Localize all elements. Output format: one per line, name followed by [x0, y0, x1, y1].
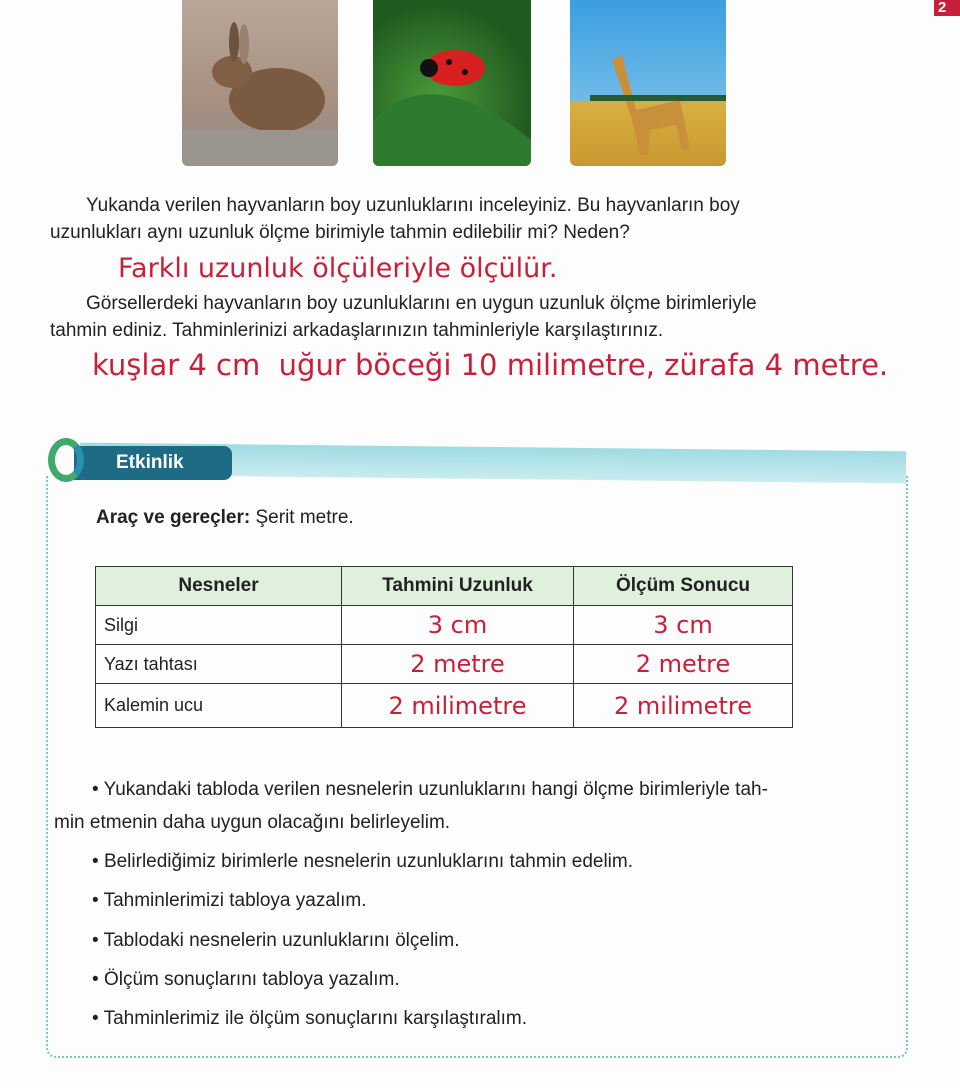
- bullet-text: Belirlediğimiz birimlerle nesnelerin uzunluklarını tahmin edelim.: [103, 851, 633, 872]
- object-cell: Kalemin ucu: [96, 684, 342, 728]
- bullet-item: • Tahminlerimizi tabloya yazalım.: [92, 890, 367, 911]
- materials-label: Araç ve gereçler:: [96, 507, 251, 528]
- rabbit-image: [182, 0, 338, 166]
- bullet-item: • Belirlediğimiz birimlerle nesnelerin uzunluklarını tahmin edelim.: [92, 851, 633, 872]
- header-objects: Nesneler: [96, 567, 342, 606]
- bullet-text: Tahminlerimizi tabloya yazalım.: [103, 890, 367, 911]
- header-result: Ölçüm Sonucu: [574, 567, 793, 606]
- page-number: 2: [934, 0, 960, 16]
- answer-1: Farklı uzunluk ölçüleriyle ölçülür.: [118, 253, 558, 284]
- result-cell: 3 cm: [574, 606, 793, 645]
- bullet-text: Ölçüm sonuçlarını tabloya yazalım.: [103, 969, 400, 990]
- giraffe-image: [570, 0, 726, 166]
- table-row: [96, 606, 793, 645]
- bullet-text: Yukandaki tabloda verilen nesnelerin uzunluklarını hangi ölçme birimleriyle tah-: [103, 779, 768, 800]
- ladybug-image: [373, 0, 531, 166]
- bullet-text: Tahminlerimiz ile ölçüm sonuçlarını karşılaştıralım.: [103, 1008, 527, 1029]
- activity-title: Etkinlik: [74, 446, 232, 480]
- header-estimate: Tahmini Uzunluk: [342, 567, 574, 606]
- bullet-item: • Tahminlerimiz ile ölçüm sonuçlarını karşılaştıralım.: [92, 1008, 527, 1029]
- estimate-cell: 2 metre: [342, 645, 574, 684]
- object-cell: Silgi: [96, 606, 342, 645]
- activity-cycle-icon: [48, 438, 84, 482]
- question-2-line-1: Görsellerdeki hayvanların boy uzunluklarını en uygun uzunluk ölçme birimleriyle: [86, 293, 757, 314]
- result-cell: 2 metre: [574, 645, 793, 684]
- question-1-line-1: Yukanda verilen hayvanların boy uzunluklarını inceleyiniz. Bu hayvanların boy: [86, 195, 740, 216]
- table-header-row: [96, 567, 793, 606]
- estimate-cell: 2 milimetre: [342, 684, 574, 728]
- bullet-continuation: min etmenin daha uygun olacağını belirleyelim.: [54, 812, 451, 833]
- question-1-line-2: uzunlukları aynı uzunluk ölçme birimiyle tahmin edilebilir mi? Neden?: [50, 222, 630, 243]
- table-row: [96, 684, 793, 728]
- object-cell: Yazı tahtası: [96, 645, 342, 684]
- materials-value: Şerit metre.: [255, 507, 354, 528]
- bullet-text: Tablodaki nesnelerin uzunluklarını ölçelim.: [103, 930, 460, 951]
- table-row: [96, 645, 793, 684]
- bullet-item: • Yukandaki tabloda verilen nesnelerin uzunluklarını hangi ölçme birimleriyle tah-: [92, 779, 768, 800]
- answer-2: kuşlar 4 cm uğur böceği 10 milimetre, zürafa 4 metre.: [92, 348, 889, 382]
- estimate-cell: 3 cm: [342, 606, 574, 645]
- materials: [96, 505, 354, 530]
- bullet-item: • Tablodaki nesnelerin uzunluklarını ölçelim.: [92, 930, 460, 951]
- question-2-line-2: tahmin ediniz. Tahminlerinizi arkadaşlarınızın tahminleriyle karşılaştırınız.: [50, 320, 664, 341]
- bullet-item: • Ölçüm sonuçlarını tabloya yazalım.: [92, 969, 400, 990]
- measurement-table: [95, 566, 793, 728]
- result-cell: 2 milimetre: [574, 684, 793, 728]
